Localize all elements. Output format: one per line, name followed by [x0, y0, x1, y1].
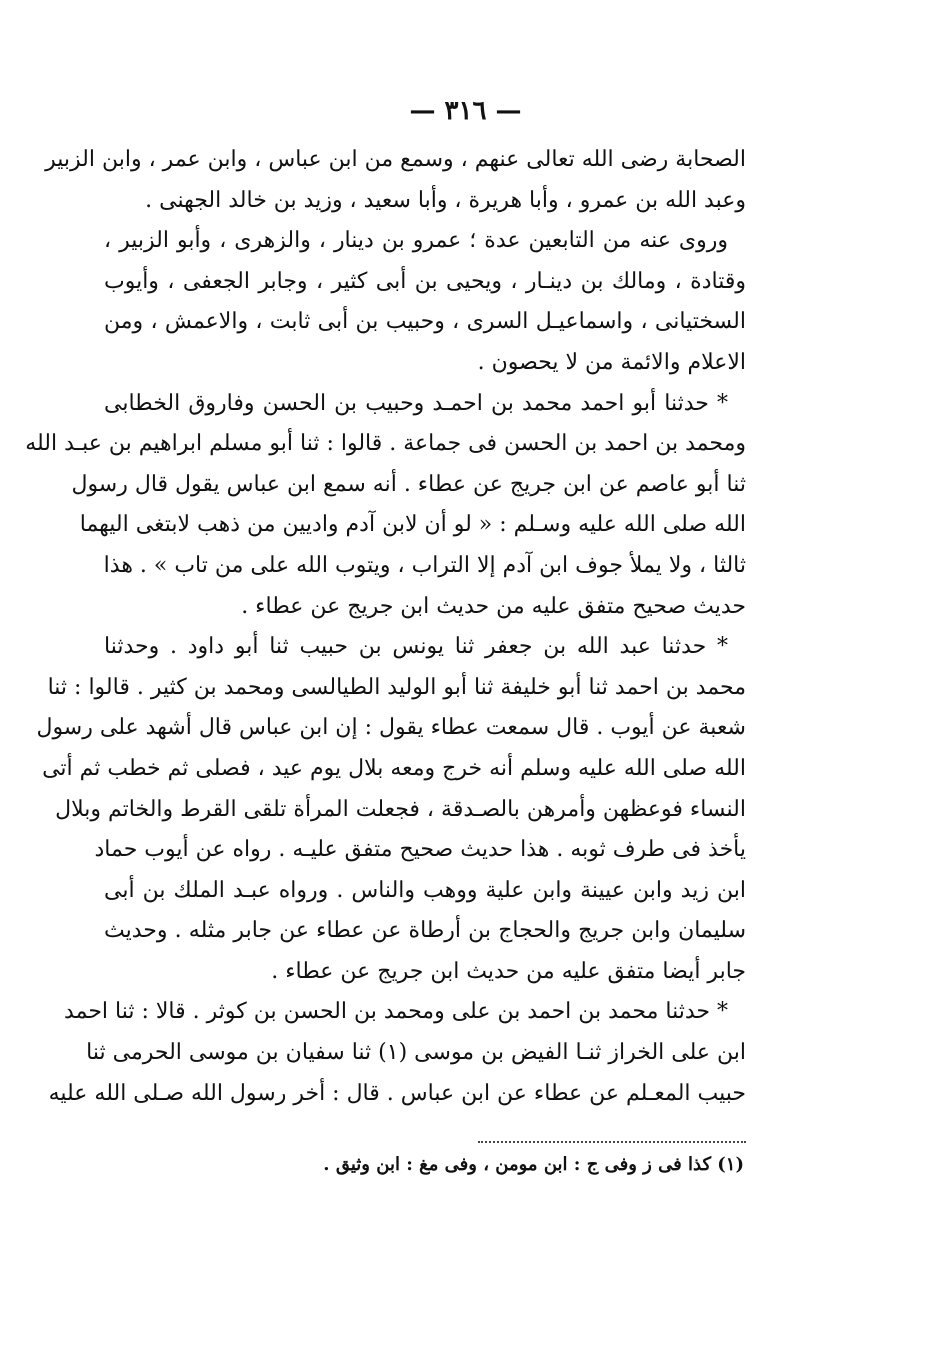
text-line: الله صلى الله عليه وسـلم : « لو أن لابن آدم واديين من ذهب لابتغى اليهما: [79, 512, 746, 538]
text-line: محمد بن احمد ثنا أبو خليفة ثنا أبو الوليد الطيالسى ومحمد بن كثير . قالوا : ثنا: [47, 674, 746, 700]
text-line: ومحمد بن احمد بن الحسن فى جماعة . قالوا : ثنا أبو مسلم ابراهيم بن عبـد الله: [25, 431, 746, 457]
text-line: حديث صحيح متفق عليه من حديث ابن جريج عن عطاء .: [241, 593, 746, 619]
text-line: وعبد الله بن عمرو ، وأبا هريرة ، وأبا سعيد ، وزيد بن خالد الجهنى .: [145, 187, 746, 213]
text-line: * حدثنا أبو احمد محمد بن احمـد وحبيب بن الحسن وفاروق الخطابى: [104, 390, 728, 416]
text-line: ثالثا ، ولا يملأ جوف ابن آدم إلا التراب ، ويتوب الله على من تاب » . هذا: [103, 552, 746, 578]
footnote: (١) كذا فى ز وفى ج : ابن مومن ، وفى مغ : ابن وثيق .: [323, 1154, 744, 1175]
text-line: السختيانى ، واسماعيـل السرى ، وحبيب بن أبى ثابت ، والاعمش ، ومن: [104, 309, 746, 335]
text-line: ابن على الخراز ثنـا الفيض بن موسى (١) ثنا سفيان بن موسى الحرمى ثنا: [86, 1040, 746, 1066]
text-line: * حدثنا محمد بن احمد بن على ومحمد بن الحسن بن كوثر . قالا : ثنا احمد: [64, 999, 728, 1025]
text-line: وروى عنه من التابعين عدة ؛ عمرو بن دينار ، والزهرى ، وأبو الزبير ،: [104, 228, 728, 254]
page-number: — ٣١٦ —: [409, 96, 522, 126]
text-line: ابن زيد وابن عيينة وابن علية ووهب والناس . ورواه عبـد الملك بن أبى: [104, 877, 746, 903]
text-line: جابر أيضا متفق عليه من حديث ابن جريج عن عطاء .: [271, 958, 746, 984]
text-line: الصحابة رضى الله تعالى عنهم ، وسمع من ابن عباس ، وابن عمر ، وابن الزبير: [45, 147, 746, 172]
text-line: الله صلى الله عليه وسلم أنه خرج ومعه بلال يوم عيد ، فصلى ثم خطب ثم أتى: [42, 755, 746, 781]
text-line: حبيب المعـلم عن عطاء عن ابن عباس . قال : أخر رسول الله صـلى الله عليه: [48, 1080, 746, 1106]
text-line: شعبة عن أيوب . قال سمعت عطاء يقول : إن ابن عباس قال أشهد على رسول: [36, 715, 746, 741]
text-line: الاعلام والائمة من لا يحصون .: [477, 349, 746, 375]
footnote-divider: [478, 1141, 746, 1143]
text-line: * حدثنا عبد الله بن جعفر ثنا يونس بن حبيب ثنا أبو داود . وحدثنا: [104, 634, 728, 660]
text-line: يأخذ فى طرف ثوبه . هذا حديث صحيح متفق عليـه . رواه عن أيوب حماد: [94, 837, 746, 863]
text-line: ثنا أبو عاصم عن ابن جريج عن عطاء . أنه سمع ابن عباس يقول قال رسول: [71, 471, 746, 497]
text-line: سليمان وابن جريج والحجاج بن أرطاة عن عطاء عن جابر مثله . وحديث: [104, 918, 746, 944]
body-text: [25, 140, 746, 1114]
text-line: وقتادة ، ومالك بن دينـار ، ويحيى بن أبى كثير ، وجابر الجعفى ، وأيوب: [104, 268, 746, 294]
text-line: النساء فوعظهن وأمرهن بالصـدقة ، فجعلت المرأة تلقى القرط والخاتم وبلال: [55, 796, 746, 822]
